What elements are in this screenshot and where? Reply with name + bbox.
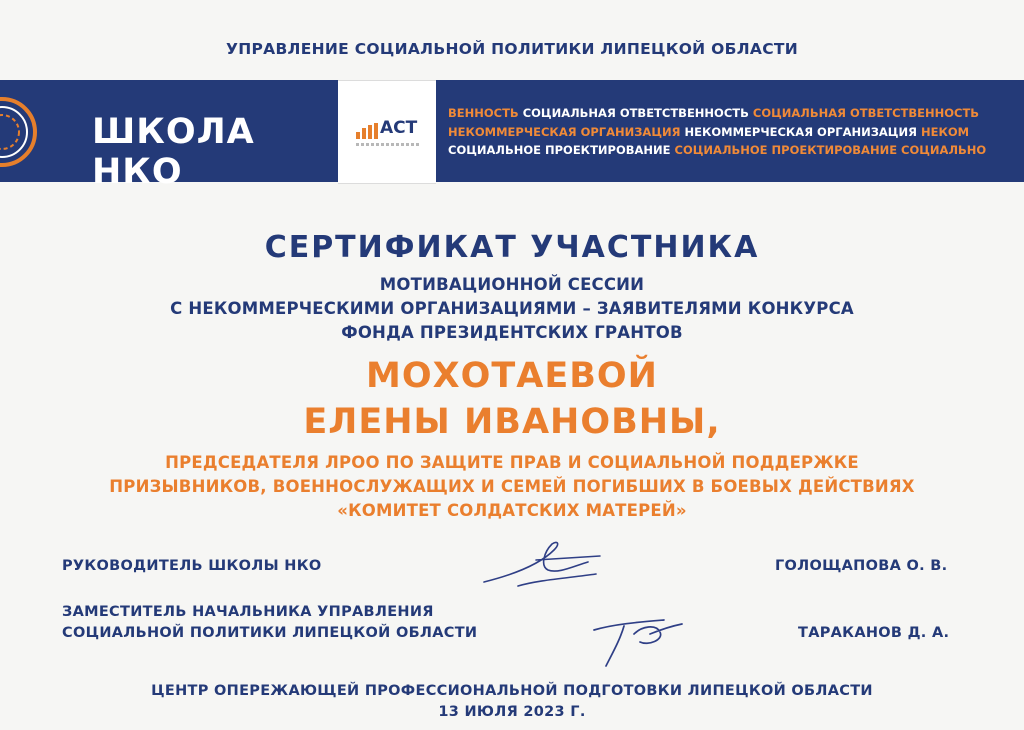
ticker-line: [448, 123, 1024, 142]
issue-date: 13 ИЮЛЯ 2023 Г.: [438, 704, 586, 720]
recipient-role-line-3: «КОМИТЕТ СОЛДАТСКИХ МАТЕРЕЙ»: [337, 501, 687, 520]
issuing-center: ЦЕНТР ОПЕРЕЖАЮЩЕЙ ПРОФЕССИОНАЛЬНОЙ ПОДГОТОВКИ ЛИПЕЦКОЙ ОБЛАСТИ: [151, 683, 873, 699]
ticker-segment: НЕКОММЕРЧЕСКАЯ ОРГАНИЗАЦИЯ: [684, 124, 921, 139]
seal-emblem-icon: [0, 96, 38, 168]
recipient-role-line-2: ПРИЗЫВНИКОВ, ВОЕННОСЛУЖАЩИХ И СЕМЕЙ ПОГИБШИХ В БОЕВЫХ ДЕЙСТВИЯХ: [109, 477, 915, 496]
logo-tagline-decoration: [356, 143, 420, 146]
deputy-head-name: ТАРАКАНОВ Д. А.: [798, 625, 950, 641]
bar-chart-logo-icon: [356, 123, 380, 139]
deputy-head-title-line-2: СОЦИАЛЬНОЙ ПОЛИТИКИ ЛИПЕЦКОЙ ОБЛАСТИ: [62, 625, 478, 641]
ticker-segment: ВЕННОСТЬ: [448, 106, 523, 120]
school-head-signature: [478, 536, 606, 592]
ticker-segment: СОЦИАЛЬНАЯ ОТВЕТСТВЕННОСТЬ: [522, 106, 753, 120]
issuing-organization: УПРАВЛЕНИЕ СОЦИАЛЬНОЙ ПОЛИТИКИ ЛИПЕЦКОЙ ОБЛАСТИ: [225, 40, 799, 58]
ticker-segment: СОЦИАЛЬНАЯ ОТВЕТСТВЕННОСТЬ: [752, 106, 980, 120]
logo-wordmark: АСТ: [380, 118, 418, 138]
school-head-name: ГОЛОЩАПОВА О. В.: [775, 558, 948, 574]
fund-line: ФОНДА ПРЕЗИДЕНТСКИХ ГРАНТОВ: [341, 323, 683, 342]
slogan-ticker: [448, 104, 1024, 164]
session-line: МОТИВАЦИОННОЙ СЕССИИ: [379, 275, 645, 294]
participants-line: С НЕКОММЕРЧЕСКИМИ ОРГАНИЗАЦИЯМИ – ЗАЯВИТЕЛЯМИ КОНКУРСА: [170, 299, 854, 318]
ticker-segment: НЕКОММЕРЧЕСКАЯ ОРГАНИЗАЦИЯ: [448, 124, 685, 139]
ast-logo: [338, 80, 436, 184]
recipient-role-line-1: ПРЕДСЕДАТЕЛЯ ЛРОО ПО ЗАЩИТЕ ПРАВ И СОЦИАЛЬНОЙ ПОДДЕРЖКЕ: [165, 453, 859, 472]
recipient-surname: МОХОТАЕВОЙ: [366, 356, 658, 396]
ticker-segment: СОЦИАЛЬНОЕ ПРОЕКТИРОВАНИЕ: [448, 143, 675, 157]
ticker-segment: НЕКОМ: [920, 124, 970, 139]
recipient-given-names: ЕЛЕНЫ ИВАНОВНЫ,: [303, 402, 721, 442]
ticker-line: [448, 141, 1024, 160]
ticker-line: [448, 104, 1024, 123]
deputy-head-title-line-1: ЗАМЕСТИТЕЛЬ НАЧАЛЬНИКА УПРАВЛЕНИЯ: [62, 604, 434, 620]
school-title: ШКОЛА НКО: [92, 112, 255, 192]
school-head-title: РУКОВОДИТЕЛЬ ШКОЛЫ НКО: [62, 558, 322, 574]
certificate-title: СЕРТИФИКАТ УЧАСТНИКА: [264, 230, 760, 265]
deputy-head-signature: [590, 604, 686, 674]
ticker-segment: СОЦИАЛЬНОЕ ПРОЕКТИРОВАНИЕ СОЦИАЛЬНО: [674, 143, 987, 157]
